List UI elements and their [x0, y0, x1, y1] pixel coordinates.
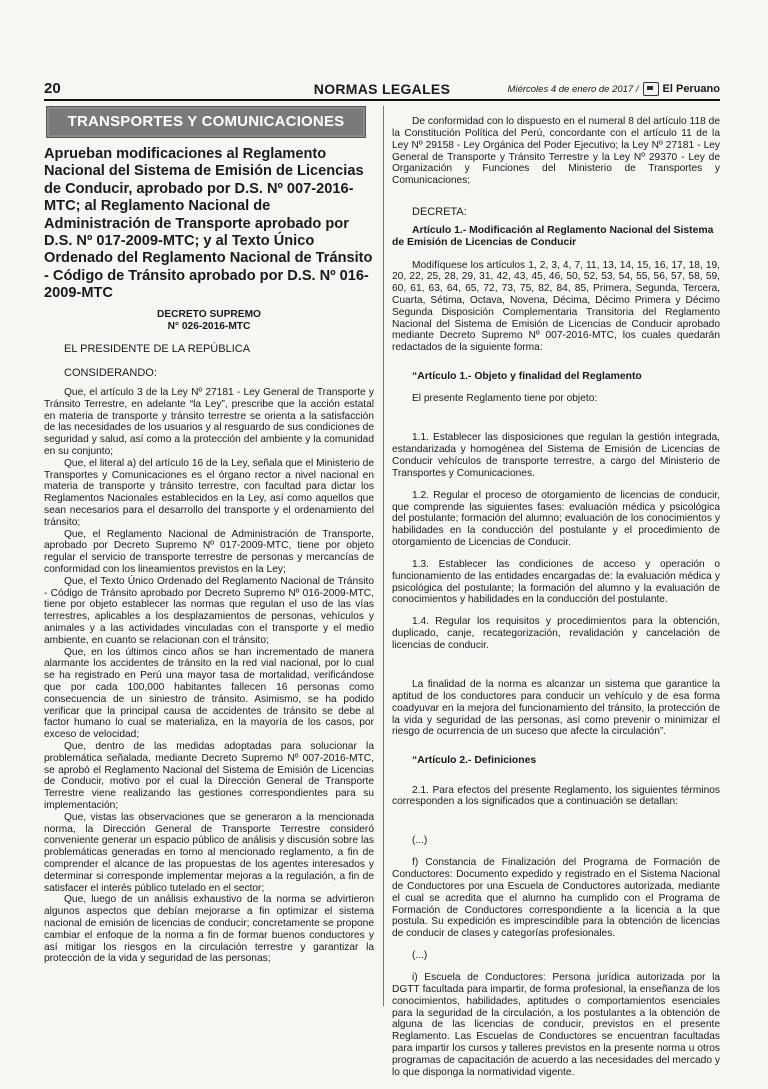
- definition-f: f) Constancia de Finalización del Programa de Formación de Conductores: Documento expedido y registrado en el Sistema Nacional de Conductores por una Escuela de Conductores autorizada, mediante el cual se acredita que el alumno ha cumplido con el Programa de Formación de Conductores correspondiente a la licencia a la que postula. Su expedición es imprescindible para la obtención de licencias de conducir de clases y categorías profesionales.: [392, 857, 720, 940]
- column-divider: [383, 106, 384, 1006]
- considerando-paragraph: Que, el artículo 3 de la Ley Nº 27181 - Ley General de Transporte y Tránsito Terrestre, en adelante “la Ley”, prescribe que la acción estatal en materia de transporte y tránsito terrestre se orienta a la satisfacción de las necesidades de los usuarios y al resguardo de sus condiciones de seguridad y salud, así como a la protección del ambiente y la comunidad en su conjunto;: [44, 387, 374, 458]
- decreta-heading: DECRETA:: [412, 206, 467, 219]
- ellipsis: (...): [412, 950, 428, 962]
- issue-date: Miércoles 4 de enero de 2017 /: [507, 83, 639, 95]
- publication-info: [508, 82, 720, 96]
- article-1-body: Modifíquese los artículos 1, 2, 3, 4, 7, 11, 13, 14, 15, 16, 17, 18, 19, 20, 22, 25, 28, 29, 31, 42, 43, 45, 46, 50, 52, 53, 54, 55, 56, 57, 58, 59, 60, 61, 63, 64, 65, 72, 73, 75, 82, 84, 85, Primera, Segunda, Tercera, Cuarta, Sétima, Octava, Novena, Décima, Décimo Primera y Décimo Segunda Disposición Complementaria Transitoria del Reglamento Nacional del Sistema de Emisión de Licencias de Conducir aprobado mediante Decreto Supremo Nº 007-2016-MTC, los cuales quedarán redactados de la siguiente forma:: [392, 259, 720, 354]
- article-2-heading: “Artículo 2.- Definiciones: [412, 755, 537, 767]
- article-1-heading: Artículo 1.- Modificación al Reglamento Nacional del Sistema de Emisión de Licencias de Conducir: [392, 225, 714, 249]
- considerando-heading: CONSIDERANDO:: [64, 366, 157, 379]
- article-2-body: 2.1. Para efectos del presente Reglamento, los siguientes términos corresponden a los significados que a continuación se detallan:: [392, 784, 720, 808]
- considerando-paragraph: Que, el Texto Único Ordenado del Reglamento Nacional de Tránsito - Código de Tránsito aprobado por Decreto Supremo Nº 016-2009-MTC, tiene por objeto establecer las normas que regulan el uso de las vías terrestres, aplicables a los desplazamientos de personas, vehículos y animales y a las actividades vinculadas con el transporte y el medio ambiente, en cuanto se relacionan con el tránsito;: [44, 575, 374, 646]
- header-rule: [44, 99, 720, 101]
- considerando-paragraph: Que, el literal a) del artículo 16 de la Ley, señala que el Ministerio de Transportes y Comunicaciones es el órgano rector a nivel nacional en materia de transporte y tránsito terrestre, con facultad para dictar los Reglamentos Nacionales establecidos en la Ley, así como aquellos que sean necesarios para el desarrollo del transporte y el ordenamiento del tránsito;: [44, 457, 374, 528]
- quoted-article-1-intro: El presente Reglamento tiene por objeto:: [412, 393, 598, 405]
- ellipsis: (...): [412, 835, 428, 847]
- president-line: EL PRESIDENTE DE LA REPÚBLICA: [64, 342, 251, 355]
- quoted-article-1-heading: “Artículo 1.- Objeto y finalidad del Reglamento: [412, 371, 642, 383]
- decree-label: [44, 309, 374, 333]
- coat-of-arms-icon: [643, 82, 659, 96]
- legal-basis-paragraph: De conformidad con lo dispuesto en el numeral 8 del artículo 118 de la Constitución Política del Perú, concordante con el artículo 11 de la Ley Nº 29158 - Ley Orgánica del Poder Ejecutivo; la Ley Nº 27181 - Ley General de Transporte y Tránsito Terrestre y la Ley Nº 29370 - Ley de Organización y Funciones del Ministerio de Transportes y Comunicaciones;: [392, 116, 720, 187]
- purpose-paragraph: La finalidad de la norma es alcanzar un sistema que garantice la aptitud de los conductores para conducir un vehículo y de esa forma coadyuvar en la mejora del funcionamiento del tránsito, la protección de la vida y seguridad de las personas, así como prevenir o minimizar el riesgo de ocurrencia de un suceso que afecte la circulación”.: [392, 679, 720, 738]
- objective-item: 1.2. Regular el proceso de otorgamiento de licencias de conducir, que comprende las siguientes fases: evaluación médica y psicológica del postulante; formación del alumno; evaluación de los conocimientos y habilidades en la conducción del postulante y el procedimiento de otorgamiento de Licencias de Conducir.: [392, 489, 720, 549]
- considerando-paragraph: Que, vistas las observaciones que se generaron a la mencionada norma, la Dirección General de Transporte Terrestre consideró conveniente generar un espacio público de análisis y discusión sobre las problemáticas generadas en torno al mencionado reglamento, a fin de comprender el alcance de las propuestas de los agentes interesados y determinar si corresponde implementar mejoras a la regulación, a fin de satisfacer el interés público tutelado en el sector;: [44, 811, 374, 894]
- page-header: [44, 80, 720, 100]
- decree-title: Aprueban modificaciones al Reglamento Nacional del Sistema de Emisión de Licencias de Conducir, aprobado por D.S. Nº 007-2016-MTC; al Reglamento Nacional de Administración de Transporte aprobado por D.S. Nº 017-2009-MTC; y al Texto Único Ordenado del Reglamento Nacional de Tránsito - Código de Tránsito aprobado por D.S. Nº 016-2009-MTC: [44, 146, 373, 302]
- considerando-paragraph: Que, en los últimos cinco años se han incrementado de manera alarmante los accidentes de tránsito en la red vial nacional, por lo cual se ha registrado en Perú una mayor tasa de mortalidad, verificándose que por cada 100,000 habitantes fallecen 16 personas como consecuencia de un siniestro de tránsito. Asimismo, se ha podido verificar que la principal causa de accidentes de tránsito se debe al factor humano lo cual se materializa, en la mayoría de los casos, por exceso de velocidad;: [44, 646, 374, 741]
- decree-number: N° 026-2016-MTC: [167, 320, 251, 332]
- definition-i: i) Escuela de Conductores: Persona jurídica autorizada por la DGTT facultada para impartir, de forma profesional, la enseñanza de los conocimientos, habilidades, aptitudes o comportamientos esenciales para la seguridad de la circulación, a los postulantes a la obtención de alguna de las licencias de conducir, previstos en el presente Reglamento. Las Escuelas de Conductores se encuentran facultadas para impartir los cursos y talleres previstos en la presente norma u otros programas de capacitación de acuerdo a las necesidades del mercado y lo que disponga la normatividad vigente.: [392, 972, 720, 1078]
- left-column: [44, 106, 374, 965]
- right-column: [392, 106, 720, 1089]
- objective-item: 1.4. Regular los requisitos y procedimientos para la obtención, duplicado, canje, recategorización, revalidación y cancelación de licencias de conducir.: [392, 616, 720, 651]
- objective-item: 1.3. Establecer las condiciones de acceso y operación o funcionamiento de las entidades encargadas de: la evaluación médica y psicológica del postulante; la formación del alumno y la evaluación de conocimientos y habilidades en la conducción del postulante.: [392, 559, 720, 606]
- page-number: 20: [44, 80, 61, 97]
- considerando-paragraph: Que, el Reglamento Nacional de Administración de Transporte, aprobado por Decreto Supremo Nº 017-2009-MTC, tiene por objeto regular el servicio de transporte terrestre de personas y mercancías de conformidad con los lineamientos previstos en la Ley;: [44, 528, 374, 576]
- considerando-list: [44, 387, 374, 965]
- publication-name: El Peruano: [662, 83, 720, 95]
- decree-type: DECRETO SUPREMO: [157, 308, 261, 320]
- objective-item: 1.1. Establecer las disposiciones que regulan la gestión integrada, estandarizada y homogénea del Sistema de Emisión de Licencias de Conducir vehículos de transporte terrestre, a cargo del Ministerio de Transportes y Comunicaciones.: [392, 432, 720, 479]
- ministry-section-box: TRANSPORTES Y COMUNICACIONES: [46, 106, 366, 138]
- section-title: NORMAS LEGALES: [313, 81, 451, 97]
- considerando-paragraph: Que, luego de un análisis exhaustivo de la norma se advirtieron algunos aspectos que debían mejorarse a fin optimizar el sistema nacional de emisión de licencias de conducir; concretamente se propone cambiar el enfoque de la norma a fin de formar buenos conductores y así mitigar los riesgos en la circulación terrestre y garantizar la protección de la vida y seguridad de las personas;: [44, 894, 374, 965]
- considerando-paragraph: Que, dentro de las medidas adoptadas para solucionar la problemática señalada, mediante Decreto Supremo Nº 007-2016-MTC, se aprobó el Reglamento Nacional del Sistema de Emisión de Licencias de Conducir, motivo por el cual la Dirección General de Transporte Terrestre viene realizando las gestiones correspondientes para su implementación;: [44, 740, 374, 811]
